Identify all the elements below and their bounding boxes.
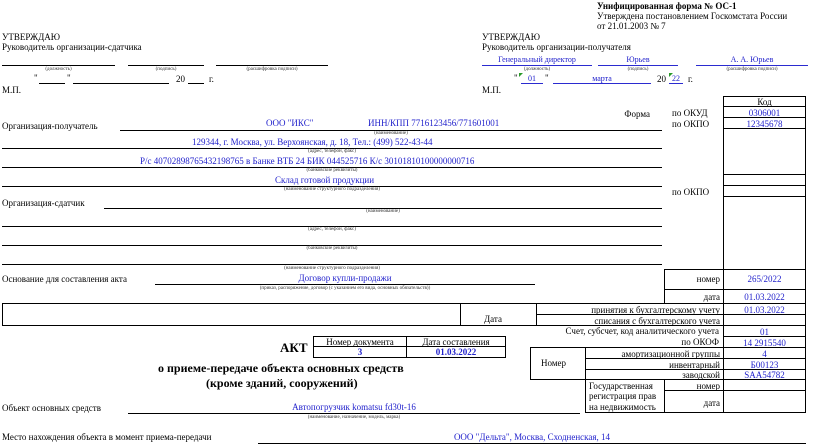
object-line [128, 413, 580, 414]
basis-number-value: 265/2022 [747, 274, 782, 284]
approve-right-role: Руководитель организации-получателя [482, 42, 631, 52]
receiver-address: 129344, г. Москва, ул. Верхоянская, д. 18, Тел.: (499) 522-43-44 [192, 137, 433, 147]
inventory-label: инвентарный [669, 360, 720, 370]
receiver-cap-name: (наименование) [374, 131, 408, 136]
okpo2-label: по ОКПО [672, 187, 710, 197]
inventory-value: Б00123 [750, 360, 779, 370]
account-value: 01 [760, 327, 769, 337]
okof-value: 14 2915540 [743, 338, 786, 348]
state-reg-label-3: на недвижимость [589, 402, 656, 412]
sender-cap-bank: (банковские реквизиты) [306, 246, 358, 251]
doc-number-cell [313, 346, 407, 358]
approve-right-cap-signature: (подпись) [627, 67, 649, 72]
approve-right-year-suffix: г. [688, 74, 693, 84]
approve-right-title: УТВЕРЖДАЮ [482, 32, 541, 42]
location-line [258, 443, 806, 444]
approve-left-month-line [73, 83, 169, 84]
number-label-cell [530, 347, 586, 380]
state-reg-date-label: дата [703, 398, 720, 408]
factory-label: заводской [682, 370, 720, 380]
approve-right-quote-open: " [514, 73, 518, 83]
state-reg-label-cell [585, 379, 665, 413]
form-approved-date: от 21.01.2003 № 7 [597, 21, 666, 31]
approve-left-cap-signature: (подпись) [155, 67, 177, 72]
approve-right-quote-close: " [545, 73, 549, 83]
basis-number-label: номер [696, 274, 720, 284]
approve-left-role: Руководитель организации-сдатчика [2, 42, 142, 52]
doc-date-cell [406, 346, 506, 358]
factory-value: SAA54782 [744, 370, 785, 380]
doc-number: 3 [357, 347, 363, 357]
approve-right-month: марта [592, 74, 612, 83]
written-off-label-cell [536, 314, 724, 326]
receiver-bank: Р/с 40702898765432198765 в Банке ВТБ 24 БИК 044525716 К/с 30101810100000000716 [140, 156, 475, 166]
approve-right-year: 22 [672, 74, 680, 83]
object-value: Автопогрузчик komatsu fd30t-16 [292, 402, 416, 412]
receiver-label: Организация-получатель [2, 121, 98, 131]
sender-cap-address: (адрес, телефон, факс) [308, 227, 356, 232]
approve-right-signature-line [598, 65, 678, 66]
approve-left-position-line [2, 65, 115, 66]
account-label: Счет, субсчет, код аналитического учета [565, 326, 719, 336]
approve-right-cap-decoding: (расшифровка подписи) [726, 67, 778, 72]
state-reg-label-2: регистрация прав [589, 391, 657, 401]
form-approved-by: Утверждена постановлением Госкомстата России [597, 11, 788, 21]
approve-left-year-prefix: 20 [176, 74, 185, 84]
accounting-split [460, 303, 461, 325]
receiver-unit: Склад готовой продукции [275, 175, 375, 185]
approve-left-year-suffix: г. [209, 74, 214, 84]
approve-left-decoding-line [216, 65, 328, 66]
receiver-name: ООО "ИКС" [266, 118, 314, 128]
receiver-cap-address: (адрес, телефон, факс) [308, 149, 356, 154]
approve-right-mp: М.П. [482, 85, 502, 95]
object-caption: (наименование, назначение, модель, марка) [307, 415, 401, 420]
accounting-date-label: Дата [484, 314, 502, 324]
okud-value: 0306001 [748, 108, 781, 118]
approve-left-cap-decoding: (расшифровка подписи) [246, 67, 298, 72]
receiver-code-blank [723, 128, 806, 175]
okof-label: по ОКОФ [681, 337, 719, 347]
approve-right-month-line [553, 83, 651, 84]
doc-date: 01.03.2022 [435, 347, 477, 357]
act-title: АКТ [280, 340, 308, 355]
basis-number-cell [723, 269, 806, 290]
basis-date-value: 01.03.2022 [744, 292, 785, 302]
state-reg-number-label: номер [696, 381, 720, 391]
approve-right-day-line [521, 83, 543, 84]
depreciation-value: 4 [762, 349, 767, 359]
forma-label: Форма [624, 109, 650, 119]
approve-right-year-prefix: 20 [657, 74, 666, 84]
state-reg-date-label-cell [664, 390, 724, 413]
approve-left-year-line [188, 83, 204, 84]
sender-unit-line [2, 264, 662, 265]
approve-right-signature: Юрьев [626, 55, 650, 64]
accounting-left-blank [2, 303, 537, 326]
number-label: Номер [541, 358, 567, 368]
form-title: Унифицированная форма № ОС-1 [597, 1, 737, 11]
approve-right-position: Генеральный директор [498, 55, 576, 64]
approve-left-mp: М.П. [2, 85, 22, 95]
sender-label: Организация-сдатчик [2, 198, 85, 208]
approve-left-cap-position: (должность) [45, 67, 72, 72]
approve-left-signature-line [128, 65, 204, 66]
act-subtitle-2: (кроме зданий, сооружений) [206, 376, 358, 390]
basis-date-label-cell [664, 289, 724, 304]
state-reg-date-cell [723, 390, 806, 413]
approve-right-position-line [482, 65, 592, 66]
okpo-value: 12345678 [746, 119, 783, 129]
approve-right-decoding: А. А. Юрьев [730, 55, 774, 64]
doc-number-header: Номер документа [326, 337, 394, 347]
receiver-cap-bank: (банковские реквизиты) [306, 168, 358, 173]
approve-right-cap-position: (должность) [523, 67, 551, 72]
accepted-value: 01.03.2022 [744, 305, 785, 315]
okud-label: по ОКУД [672, 108, 708, 118]
basis-line [155, 284, 535, 285]
depreciation-label: амортизационной группы [621, 349, 720, 359]
approve-left-quote-open: " [34, 73, 38, 83]
act-subtitle-1: о приеме-передаче объекта основных средств [158, 361, 404, 375]
basis-date-label: дата [703, 292, 720, 302]
object-label: Объект основных средств [2, 403, 101, 413]
location-label: Место нахождения объекта в момент приема-передачи [2, 432, 212, 442]
basis-value: Договор купли-продажи [298, 273, 392, 283]
written-off-label: списания с бухгалтерского учета [594, 316, 720, 326]
approve-left-day-line [39, 83, 65, 84]
okpo-label: по ОКПО [672, 119, 710, 129]
sender-cap-name: (наименование) [366, 209, 400, 214]
code-header: Код [757, 97, 772, 107]
receiver-inn: ИНН/КПП 7716123456/771601001 [368, 118, 500, 128]
approve-right-decoding-line [696, 65, 808, 66]
doc-date-header: Дата составления [422, 337, 490, 347]
state-reg-label-1: Государственная [589, 381, 653, 391]
basis-date-cell [723, 289, 806, 304]
sender-code-blank [723, 196, 806, 270]
location-value: ООО "Дельта", Москва, Сходненская, 14 [453, 432, 611, 442]
basis-caption: (приказ, распоряжение, договор (с указанием его вида, основных обязательств)) [259, 286, 431, 291]
sender-cap-unit: (наименование структурного подразделения) [284, 266, 380, 271]
approve-left-title: УТВЕРЖДАЮ [2, 32, 61, 42]
accepted-label: принятия к бухгалтерскому учету [591, 305, 720, 315]
approve-right-day: 01 [528, 74, 536, 83]
basis-label: Основание для составления акта [2, 274, 127, 284]
approve-left-quote-close: " [67, 73, 71, 83]
basis-number-label-cell [664, 269, 724, 290]
approve-right-year-line [669, 83, 683, 84]
receiver-cap-unit: (наименование структурного подразделения) [284, 187, 380, 192]
